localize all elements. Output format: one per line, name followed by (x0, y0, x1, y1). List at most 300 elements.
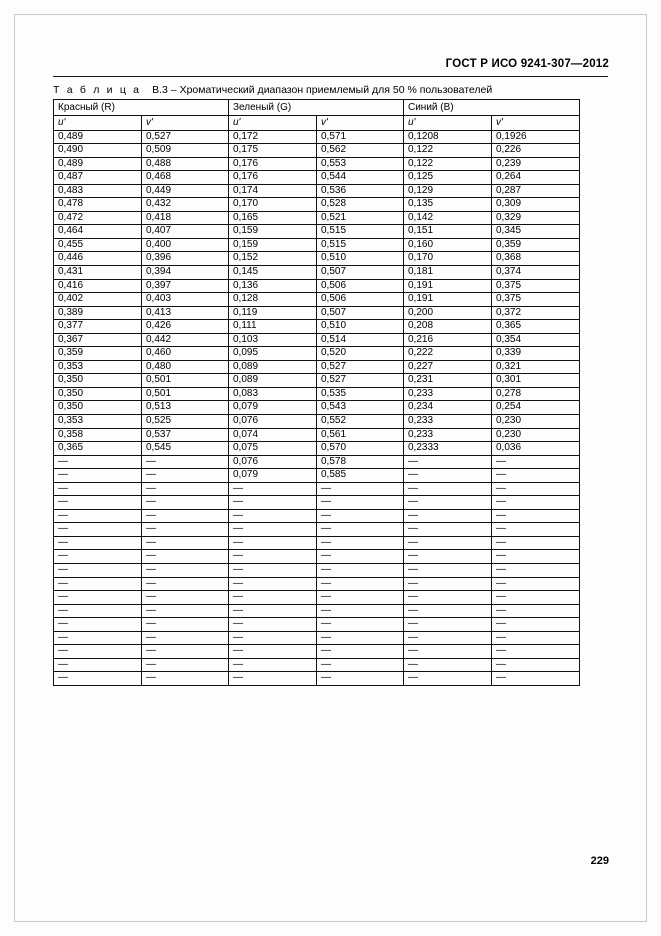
table-cell: — (404, 631, 492, 645)
table-cell: 0,089 (229, 360, 317, 374)
table-caption (53, 84, 492, 96)
table-cell: 0,510 (317, 252, 404, 266)
table-cell: 0,446 (54, 252, 142, 266)
table-row (54, 171, 580, 185)
table-cell: 0,170 (229, 198, 317, 212)
table-cell: 0,394 (142, 265, 229, 279)
table-cell: — (54, 564, 142, 578)
table-row (54, 550, 580, 564)
table-cell: — (492, 631, 580, 645)
table-cell: 0,227 (404, 360, 492, 374)
table-cell: 0,1208 (404, 130, 492, 144)
table-cell: — (229, 496, 317, 510)
table-cell: — (142, 564, 229, 578)
table-cell: 0,585 (317, 469, 404, 483)
table-cell: — (54, 645, 142, 659)
table-cell: 0,233 (404, 428, 492, 442)
table-cell: 0,407 (142, 225, 229, 239)
table-row (54, 618, 580, 632)
table-cell: — (404, 523, 492, 537)
table-cell: — (142, 536, 229, 550)
table-cell: — (229, 509, 317, 523)
table-cell: 0,172 (229, 130, 317, 144)
table-cell: 0,129 (404, 184, 492, 198)
table-cell: 0,455 (54, 238, 142, 252)
table-cell: 0,527 (317, 374, 404, 388)
table-cell: 0,490 (54, 144, 142, 158)
table-cell: 0,400 (142, 238, 229, 252)
table-cell: 0,515 (317, 225, 404, 239)
table-cell: — (54, 455, 142, 469)
table-cell: 0,159 (229, 225, 317, 239)
table-cell: — (317, 564, 404, 578)
table-cell: — (492, 482, 580, 496)
table-cell: 0,375 (492, 293, 580, 307)
table-cell: 0,111 (229, 320, 317, 334)
table-cell: — (54, 591, 142, 605)
table-cell: — (229, 550, 317, 564)
table-cell: 0,083 (229, 387, 317, 401)
table-row (54, 591, 580, 605)
table-cell: 0,544 (317, 171, 404, 185)
table-cell: 0,175 (229, 144, 317, 158)
table-cell: — (317, 618, 404, 632)
table-cell: 0,254 (492, 401, 580, 415)
table-cell: 0,233 (404, 387, 492, 401)
table-subheader-row (54, 116, 580, 131)
table-cell: 0,489 (54, 157, 142, 171)
table-row (54, 387, 580, 401)
table-cell: — (229, 536, 317, 550)
table-cell: 0,350 (54, 374, 142, 388)
table-row (54, 157, 580, 171)
table-cell: — (317, 482, 404, 496)
standard-title: ГОСТ Р ИСО 9241-307—2012 (445, 58, 609, 70)
table-cell: 0,545 (142, 442, 229, 456)
table-cell: 0,515 (317, 238, 404, 252)
table-cell: 0,396 (142, 252, 229, 266)
table-cell: 0,176 (229, 157, 317, 171)
table-cell: 0,076 (229, 455, 317, 469)
table-cell: — (142, 591, 229, 605)
subheader-red-v: v' (142, 116, 229, 131)
table-cell: 0,074 (229, 428, 317, 442)
table-row (54, 184, 580, 198)
table-row (54, 333, 580, 347)
table-cell: — (54, 658, 142, 672)
table-cell: 0,145 (229, 265, 317, 279)
table-cell: — (404, 618, 492, 632)
table-row (54, 536, 580, 550)
table-cell: — (142, 482, 229, 496)
table-cell: 0,432 (142, 198, 229, 212)
table-row (54, 482, 580, 496)
table-cell: 0,537 (142, 428, 229, 442)
table-cell: 0,562 (317, 144, 404, 158)
table-cell: 0,191 (404, 279, 492, 293)
table-cell: 0,230 (492, 428, 580, 442)
table-row (54, 523, 580, 537)
table-cell: 0,426 (142, 320, 229, 334)
table-cell: — (142, 618, 229, 632)
table-cell: 0,226 (492, 144, 580, 158)
table-body (54, 130, 580, 685)
table-cell: — (404, 658, 492, 672)
table-cell: 0,402 (54, 293, 142, 307)
table-cell: 0,239 (492, 157, 580, 171)
table-cell: 0,487 (54, 171, 142, 185)
table-cell: — (142, 577, 229, 591)
table-cell: 0,234 (404, 401, 492, 415)
table-cell: 0,389 (54, 306, 142, 320)
table-cell: — (54, 550, 142, 564)
table-cell: 0,397 (142, 279, 229, 293)
table-cell: 0,365 (492, 320, 580, 334)
subheader-green-u: u' (229, 116, 317, 131)
table-cell: — (317, 536, 404, 550)
table-cell: 0,321 (492, 360, 580, 374)
table-cell: 0,309 (492, 198, 580, 212)
table-cell: 0,413 (142, 306, 229, 320)
table-cell: 0,506 (317, 293, 404, 307)
table-cell: 0,142 (404, 211, 492, 225)
table-group-header-row (54, 100, 580, 116)
table-cell: 0,278 (492, 387, 580, 401)
table-row (54, 658, 580, 672)
table-cell: 0,367 (54, 333, 142, 347)
table-cell: 0,136 (229, 279, 317, 293)
table-cell: 0,514 (317, 333, 404, 347)
table-cell: 0,372 (492, 306, 580, 320)
table-cell: 0,119 (229, 306, 317, 320)
table-cell: — (142, 604, 229, 618)
header-rule (53, 76, 608, 77)
table-cell: — (142, 509, 229, 523)
table-cell: 0,375 (492, 279, 580, 293)
table-cell: 0,160 (404, 238, 492, 252)
table-cell: — (54, 618, 142, 632)
subheader-blue-u: u' (404, 116, 492, 131)
table-cell: 0,507 (317, 265, 404, 279)
table-cell: 0,525 (142, 414, 229, 428)
table-row (54, 631, 580, 645)
table-cell: — (404, 604, 492, 618)
table-cell: — (229, 577, 317, 591)
table-cell: — (404, 645, 492, 659)
table-cell: 0,075 (229, 442, 317, 456)
table-row (54, 401, 580, 415)
table-cell: — (54, 577, 142, 591)
table-row (54, 265, 580, 279)
table-cell: — (229, 631, 317, 645)
table-cell: 0,231 (404, 374, 492, 388)
table-row (54, 279, 580, 293)
table-cell: 0,488 (142, 157, 229, 171)
table-cell: — (404, 564, 492, 578)
table-cell: 0,377 (54, 320, 142, 334)
table-row (54, 347, 580, 361)
table-cell: 0,339 (492, 347, 580, 361)
table-cell: 0,520 (317, 347, 404, 361)
table-cell: 0,552 (317, 414, 404, 428)
table-cell: 0,536 (317, 184, 404, 198)
table-row (54, 360, 580, 374)
table-cell: 0,1926 (492, 130, 580, 144)
table-cell: 0,527 (142, 130, 229, 144)
table-cell: — (492, 645, 580, 659)
table-cell: 0,507 (317, 306, 404, 320)
table-cell: 0,359 (492, 238, 580, 252)
table-row (54, 645, 580, 659)
table-cell: 0,350 (54, 387, 142, 401)
table-cell: 0,076 (229, 414, 317, 428)
table-cell: — (229, 591, 317, 605)
table-cell: 0,543 (317, 401, 404, 415)
table-cell: — (492, 658, 580, 672)
table-cell: — (317, 591, 404, 605)
table-cell: 0,460 (142, 347, 229, 361)
table-cell: 0,354 (492, 333, 580, 347)
table-cell: 0,122 (404, 157, 492, 171)
group-header-blue: Синий (B) (404, 100, 580, 116)
table-row (54, 509, 580, 523)
table-cell: 0,570 (317, 442, 404, 456)
table-cell: 0,416 (54, 279, 142, 293)
table-cell: — (142, 550, 229, 564)
table-cell: 0,368 (492, 252, 580, 266)
table-cell: 0,468 (142, 171, 229, 185)
table-cell: — (229, 618, 317, 632)
table-row (54, 428, 580, 442)
table-cell: — (404, 496, 492, 510)
table-cell: 0,489 (54, 130, 142, 144)
table-cell: 0,350 (54, 401, 142, 415)
table-cell: — (492, 564, 580, 578)
table-cell: 0,510 (317, 320, 404, 334)
group-header-green: Зеленый (G) (229, 100, 404, 116)
table-cell: 0,151 (404, 225, 492, 239)
table-cell: — (54, 496, 142, 510)
table-cell: — (54, 523, 142, 537)
table-cell: 0,176 (229, 171, 317, 185)
table-row (54, 238, 580, 252)
table-cell: — (54, 604, 142, 618)
table-cell: 0,506 (317, 279, 404, 293)
table-cell: 0,095 (229, 347, 317, 361)
table-cell: 0,264 (492, 171, 580, 185)
table-cell: 0,174 (229, 184, 317, 198)
subheader-green-v: v' (317, 116, 404, 131)
table-cell: 0,535 (317, 387, 404, 401)
table-cell: — (54, 482, 142, 496)
table-cell: 0,036 (492, 442, 580, 456)
table-cell: — (142, 645, 229, 659)
table-cell: — (404, 455, 492, 469)
table-cell: — (492, 577, 580, 591)
table-cell: 0,480 (142, 360, 229, 374)
table-row (54, 320, 580, 334)
table-cell: 0,483 (54, 184, 142, 198)
table-row (54, 442, 580, 456)
table-row (54, 225, 580, 239)
table-cell: 0,431 (54, 265, 142, 279)
table-cell: 0,135 (404, 198, 492, 212)
table-caption-label: Т а б л и ц а (53, 84, 142, 96)
subheader-blue-v: v' (492, 116, 580, 131)
table-cell: 0,287 (492, 184, 580, 198)
table-cell: 0,200 (404, 306, 492, 320)
table-cell: 0,125 (404, 171, 492, 185)
table-cell: 0,230 (492, 414, 580, 428)
table-row (54, 414, 580, 428)
page-number: 229 (590, 855, 609, 867)
table-cell: — (54, 469, 142, 483)
table-cell: — (229, 604, 317, 618)
table-row (54, 577, 580, 591)
document-header (0, 58, 661, 70)
table-cell: 0,578 (317, 455, 404, 469)
table-cell: — (492, 550, 580, 564)
table-cell: 0,513 (142, 401, 229, 415)
table-cell: — (142, 469, 229, 483)
table-cell: — (142, 658, 229, 672)
table-cell: — (317, 523, 404, 537)
table-cell: 0,103 (229, 333, 317, 347)
table-cell: 0,170 (404, 252, 492, 266)
table-cell: 0,521 (317, 211, 404, 225)
table-cell: 0,553 (317, 157, 404, 171)
table-cell: — (229, 658, 317, 672)
table-cell: 0,301 (492, 374, 580, 388)
table-cell: — (142, 455, 229, 469)
table-row (54, 469, 580, 483)
table-cell: — (142, 672, 229, 686)
table-cell: — (492, 672, 580, 686)
table-row (54, 198, 580, 212)
table-row (54, 252, 580, 266)
table-cell: 0,353 (54, 360, 142, 374)
table-cell: 0,571 (317, 130, 404, 144)
table-cell: 0,509 (142, 144, 229, 158)
table-cell: — (404, 536, 492, 550)
table-cell: — (492, 591, 580, 605)
table-cell: 0,159 (229, 238, 317, 252)
table-cell: — (229, 672, 317, 686)
table-cell: 0,561 (317, 428, 404, 442)
table-cell: — (404, 469, 492, 483)
table-cell: 0,449 (142, 184, 229, 198)
table-cell: — (229, 645, 317, 659)
table-cell: — (229, 523, 317, 537)
table-cell: — (404, 577, 492, 591)
table-cell: — (54, 509, 142, 523)
table-cell: 0,079 (229, 469, 317, 483)
table-cell: — (317, 509, 404, 523)
table-cell: — (492, 496, 580, 510)
table-row (54, 604, 580, 618)
table-cell: — (317, 672, 404, 686)
table-row (54, 455, 580, 469)
table-row (54, 672, 580, 686)
table-cell: — (54, 536, 142, 550)
table-cell: — (404, 550, 492, 564)
table-cell: 0,329 (492, 211, 580, 225)
table-caption-text: В.3 – Хроматический диапазон приемлемый для 50 % пользователей (152, 84, 493, 96)
table-row (54, 130, 580, 144)
table-cell: 0,358 (54, 428, 142, 442)
table-cell: — (317, 631, 404, 645)
table-cell: — (492, 509, 580, 523)
table-cell: — (229, 482, 317, 496)
table-cell: 0,528 (317, 198, 404, 212)
table-cell: — (317, 645, 404, 659)
table-cell: — (492, 469, 580, 483)
table-cell: 0,464 (54, 225, 142, 239)
table-cell: 0,233 (404, 414, 492, 428)
table-row (54, 306, 580, 320)
chromaticity-table-wrapper (53, 99, 579, 686)
table-cell: 0,418 (142, 211, 229, 225)
table-cell: 0,165 (229, 211, 317, 225)
table-row (54, 211, 580, 225)
table-row (54, 293, 580, 307)
table-cell: 0,089 (229, 374, 317, 388)
table-cell: 0,152 (229, 252, 317, 266)
table-cell: — (492, 455, 580, 469)
table-cell: 0,527 (317, 360, 404, 374)
table-cell: — (492, 536, 580, 550)
table-cell: — (404, 672, 492, 686)
table-cell: — (317, 604, 404, 618)
table-cell: 0,374 (492, 265, 580, 279)
table-cell: 0,501 (142, 374, 229, 388)
table-cell: 0,353 (54, 414, 142, 428)
table-cell: — (54, 672, 142, 686)
table-cell: 0,128 (229, 293, 317, 307)
table-cell: — (142, 631, 229, 645)
table-cell: — (317, 658, 404, 672)
table-row (54, 374, 580, 388)
table-cell: 0,208 (404, 320, 492, 334)
table-row (54, 144, 580, 158)
table-cell: 0,442 (142, 333, 229, 347)
table-cell: 0,216 (404, 333, 492, 347)
table-cell: 0,122 (404, 144, 492, 158)
table-cell: 0,501 (142, 387, 229, 401)
table-cell: 0,079 (229, 401, 317, 415)
table-row (54, 496, 580, 510)
table-cell: — (492, 604, 580, 618)
subheader-red-u: u' (54, 116, 142, 131)
table-cell: — (229, 564, 317, 578)
table-cell: — (492, 523, 580, 537)
table-cell: 0,365 (54, 442, 142, 456)
table-cell: 0,403 (142, 293, 229, 307)
table-cell: 0,222 (404, 347, 492, 361)
table-cell: — (404, 591, 492, 605)
table-cell: 0,191 (404, 293, 492, 307)
table-row (54, 564, 580, 578)
table-cell: 0,345 (492, 225, 580, 239)
table-cell: — (54, 631, 142, 645)
table-cell: — (404, 482, 492, 496)
table-cell: — (317, 496, 404, 510)
table-cell: 0,2333 (404, 442, 492, 456)
group-header-red: Красный (R) (54, 100, 229, 116)
table-cell: 0,359 (54, 347, 142, 361)
table-cell: — (404, 509, 492, 523)
table-cell: — (142, 523, 229, 537)
